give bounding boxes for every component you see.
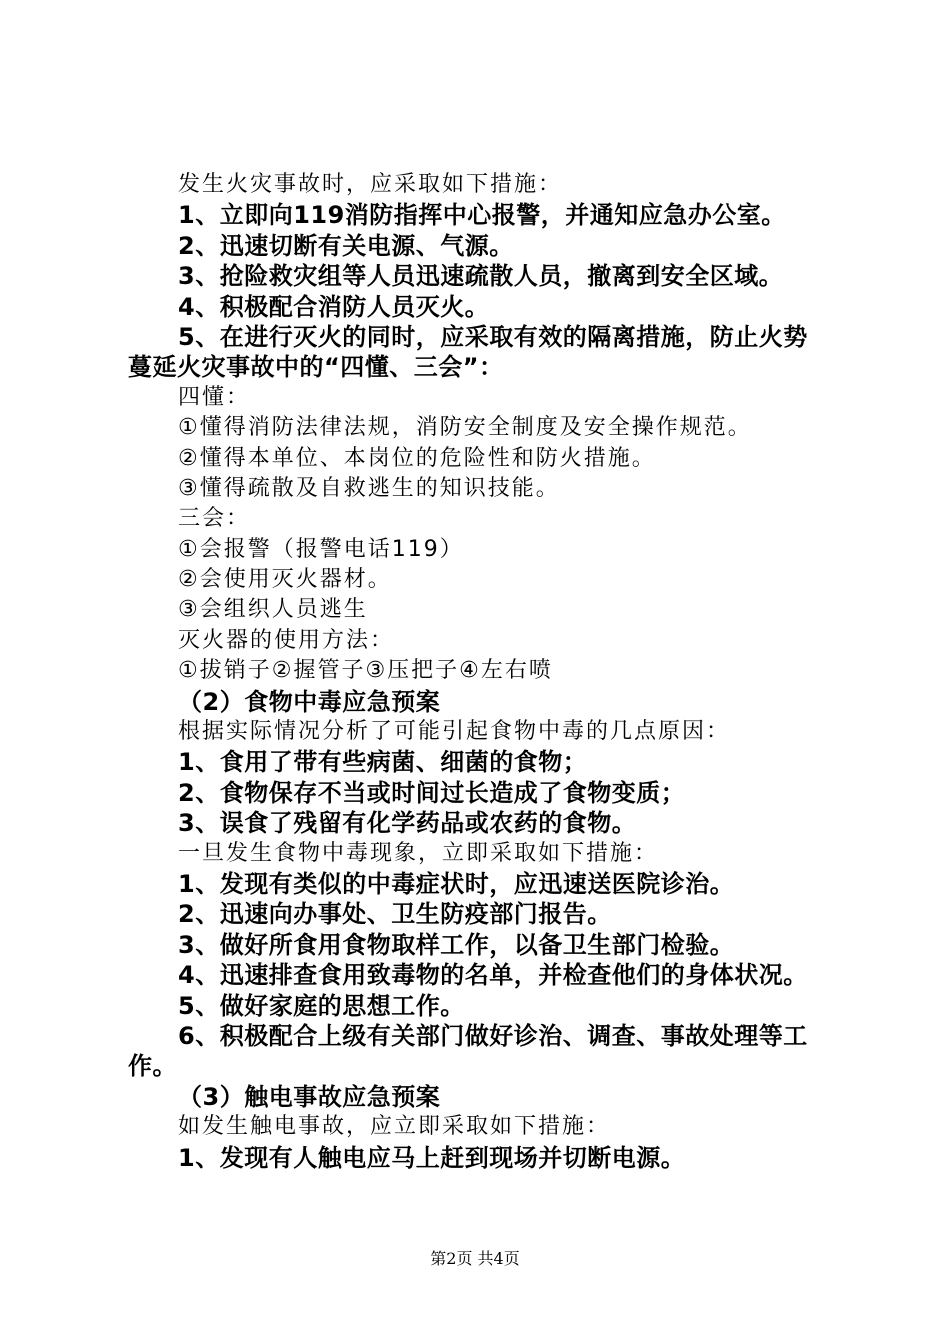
paragraph-line: ②会使用灭火器材。 [178, 567, 392, 593]
paragraph-line: 4、积极配合消防人员灭火。 [178, 292, 490, 321]
section-heading: （2）食物中毒应急预案 [178, 687, 441, 716]
paragraph-line: ①拔销子②握管子③压把子④左右喷 [178, 658, 553, 684]
paragraph-line: 作。 [128, 1052, 177, 1081]
paragraph-line: 2、迅速向办事处、卫生防疫部门报告。 [178, 900, 612, 929]
paragraph-line: ②懂得本单位、本岗位的危险性和防火措施。 [178, 445, 656, 471]
paragraph-line: 灭火器的使用方法： [178, 627, 395, 653]
paragraph-line: ③会组织人员逃生 [178, 597, 368, 623]
paragraph-line: 2、迅速切断有关电源、气源。 [178, 231, 514, 260]
paragraph-line: ①懂得消防法律法规，消防安全制度及安全操作规范。 [178, 415, 752, 441]
paragraph-line: 蔓延火灾事故中的“四懂、三会”： [128, 353, 504, 382]
section-heading: （3）触电事故应急预案 [178, 1082, 441, 1111]
paragraph-line: 如发生触电事故，应立即采取如下措施： [178, 1114, 611, 1140]
paragraph-line: 1、立即向119消防指挥中心报警，并通知应急办公室。 [178, 201, 786, 230]
paragraph-line: 3、做好所食用食物取样工作，以备卫生部门检验。 [178, 930, 735, 959]
paragraph-line: 一旦发生食物中毒现象，立即采取如下措施： [178, 840, 659, 866]
paragraph-line: 1、食用了带有些病菌、细菌的食物； [178, 748, 588, 777]
paragraph-line: 1、发现有类似的中毒症状时，应迅速送医院诊治。 [178, 869, 735, 898]
paragraph-line: ③懂得疏散及自救逃生的知识技能。 [178, 475, 560, 501]
document-body [128, 170, 833, 1173]
paragraph-line: 发生火灾事故时，应采取如下措施： [178, 172, 563, 197]
paragraph-line: 1、发现有人触电应马上赶到现场并切断电源。 [178, 1143, 686, 1172]
paragraph-line: 四懂： [178, 384, 251, 410]
paragraph-line: 4、迅速排查食用致毒物的名单，并检查他们的身体状况。 [178, 961, 808, 990]
paragraph-line: 根据实际情况分析了可能引起食物中毒的几点原因： [178, 719, 731, 745]
paragraph-line: 5、做好家庭的思想工作。 [178, 991, 465, 1020]
paragraph-line: 3、抢险救灾组等人员迅速疏散人员，撤离到安全区域。 [178, 262, 784, 291]
paragraph-line: 5、在进行灭火的同时，应采取有效的隔离措施，防止火势 [178, 322, 808, 351]
paragraph-line: 2、食物保存不当或时间过长造成了食物变质； [178, 778, 686, 807]
paragraph-line: 3、误食了残留有化学药品或农药的食物。 [178, 809, 637, 838]
paragraph-line: 6、积极配合上级有关部门做好诊治、调查、事故处理等工 [178, 1021, 808, 1050]
paragraph-line: 三会： [178, 506, 251, 532]
page-footer: 第2页 共4页 [430, 1249, 520, 1268]
paragraph-line: ①会报警（报警电话119） [178, 536, 464, 562]
